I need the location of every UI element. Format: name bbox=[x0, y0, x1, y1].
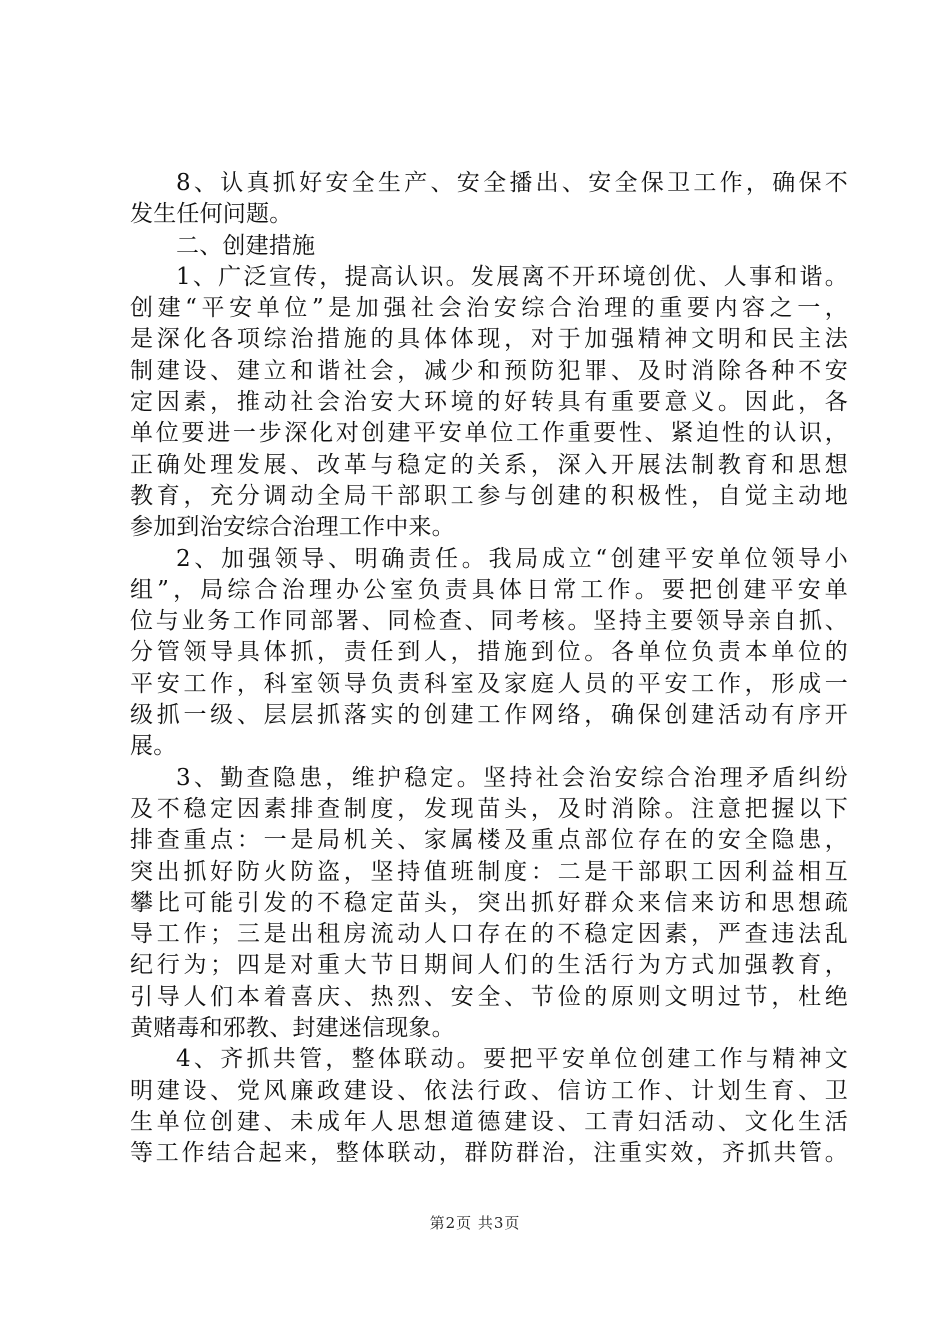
text-line: 组”，局综合治理办公室负责具体日常工作。要把创建平安单 bbox=[130, 576, 848, 603]
text-line: 生单位创建、未成年人思想道德建设、工青妇活动、文化生活 bbox=[130, 1108, 848, 1135]
text-line: 明建设、党风廉政建设、依法行政、信访工作、计划生育、卫 bbox=[130, 1077, 848, 1104]
page-footer: 第2页 共3页 bbox=[429, 1214, 521, 1232]
text-line: 纪行为；四是对重大节日期间人们的生活行为方式加强教育， bbox=[130, 952, 848, 979]
text-line: 4、齐抓共管，整体联动。要把平安单位创建工作与精神文 bbox=[176, 1046, 848, 1073]
text-line: 定因素，推动社会治安大环境的好转具有重要意义。因此，各 bbox=[130, 389, 848, 416]
text-line: 突出抓好防火防盗，坚持值班制度：二是干部职工因利益相互 bbox=[130, 858, 848, 885]
text-line: 导工作；三是出租房流动人口存在的不稳定因素，严查违法乱 bbox=[130, 921, 848, 948]
text-line: 攀比可能引发的不稳定苗头，突出抓好群众来信来访和思想疏 bbox=[130, 889, 848, 916]
text-line: 2、加强领导、明确责任。我局成立“创建平安单位领导小 bbox=[176, 545, 848, 572]
text-line: 正确处理发展、改革与稳定的关系，深入开展法制教育和思想 bbox=[130, 451, 848, 478]
text-line: 制建设、建立和谐社会，减少和预防犯罪、及时消除各种不安 bbox=[130, 357, 848, 384]
text-line: 位与业务工作同部署、同检查、同考核。坚持主要领导亲自抓、 bbox=[130, 608, 848, 635]
text-line: 8、认真抓好安全生产、安全播出、安全保卫工作，确保不 bbox=[176, 170, 848, 196]
text-line: 平安工作，科室领导负责科室及家庭人员的平安工作，形成一 bbox=[130, 670, 848, 697]
text-line: 引导人们本着喜庆、热烈、安全、节俭的原则文明过节，杜绝 bbox=[130, 983, 848, 1010]
text-line: 单位要进一步深化对创建平安单位工作重要性、紧迫性的认识， bbox=[130, 420, 848, 447]
text-line: 级抓一级、层层抓落实的创建工作网络，确保创建活动有序开 bbox=[130, 702, 848, 729]
text-line: 排查重点：一是局机关、家属楼及重点部位存在的安全隐患， bbox=[130, 827, 848, 854]
text-line: 1、广泛宣传，提高认识。发展离不开环境创优、人事和谐。 bbox=[176, 263, 848, 290]
text-line: 展。 bbox=[130, 733, 177, 760]
text-line: 分管领导具体抓，责任到人，措施到位。各单位负责本单位的 bbox=[130, 639, 848, 666]
text-line: 参加到治安综合治理工作中来。 bbox=[130, 514, 455, 541]
text-line: 创建“平安单位”是加强社会治安综合治理的重要内容之一， bbox=[130, 295, 848, 322]
document-body bbox=[130, 168, 848, 1170]
text-line: 二、创建措施 bbox=[176, 232, 316, 259]
text-line: 黄赌毒和邪教、封建迷信现象。 bbox=[130, 1015, 455, 1042]
text-line: 发生任何问题。 bbox=[130, 201, 293, 228]
text-line: 3、勤查隐患，维护稳定。坚持社会治安综合治理矛盾纠纷 bbox=[176, 764, 848, 791]
text-line: 等工作结合起来，整体联动，群防群治，注重实效，齐抓共管。 bbox=[130, 1140, 848, 1167]
text-line: 是深化各项综治措施的具体体现，对于加强精神文明和民主法 bbox=[130, 326, 848, 353]
text-line: 教育，充分调动全局干部职工参与创建的积极性，自觉主动地 bbox=[130, 482, 848, 509]
text-line: 及不稳定因素排查制度，发现苗头，及时消除。注意把握以下 bbox=[130, 795, 848, 822]
